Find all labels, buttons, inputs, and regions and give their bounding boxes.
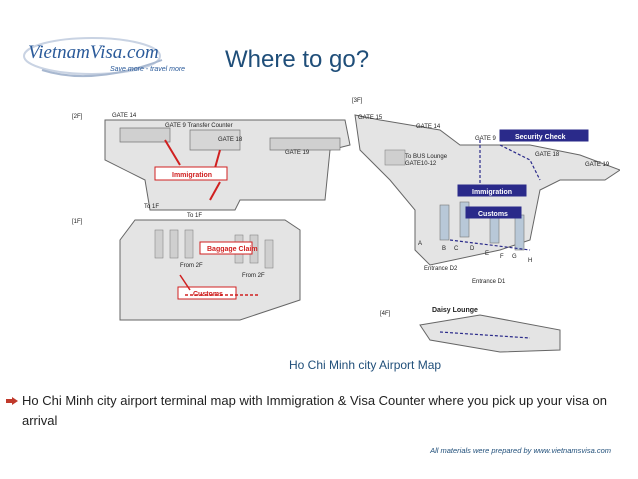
map-caption: Ho Chi Minh city Airport Map	[289, 358, 442, 372]
right-floor-3f-label: [3F]	[352, 98, 363, 104]
left-gate-19-label: GATE 19	[285, 150, 310, 156]
right-gate-18-label: GATE 18	[535, 152, 560, 158]
slide-title: Where to go?	[225, 46, 370, 73]
right-gate-9-label: GATE 9	[475, 136, 496, 142]
vietnamvisa-logo	[22, 30, 186, 85]
left-gate-9-transfer-label: GATE 9 Transfer Counter	[165, 123, 233, 129]
credit-text: All materials were prepared by www.vietnamsvisa.com	[430, 446, 611, 455]
gate-a-label: A	[418, 241, 423, 247]
right-4f-floorplan	[420, 315, 560, 352]
baggage-claim-label: Baggage Claim	[207, 246, 258, 253]
description-text: Ho Chi Minh city airport terminal map with Immigration & Visa Counter where you pick up your visa on arrival	[22, 393, 607, 428]
left-immigration-label: Immigration	[172, 172, 213, 179]
left-to-1f-label-a: To 1F	[144, 204, 160, 210]
entrance-d2-label: Entrance D2	[424, 266, 458, 272]
airport-terminal-map	[60, 90, 620, 360]
from-2f-label-b: From 2F	[242, 273, 265, 279]
to-bus-lounge-label: To BUS Lounge	[405, 154, 448, 160]
gate-f-label: F	[500, 254, 504, 260]
gate-b-label: B	[442, 246, 447, 252]
left-to-1f-label-b: To 1F	[187, 213, 203, 219]
right-gate-19-label: GATE 19	[585, 162, 610, 168]
gate-10-12-label: GATE10-12	[405, 161, 437, 167]
customs-1f-label: Customs	[193, 291, 223, 298]
customs-3f-label: Customs	[478, 211, 508, 218]
right-floor-4f-label: [4F]	[380, 311, 391, 317]
from-2f-label-a: From 2F	[180, 263, 203, 269]
right-gate-15-label: GATE 15	[358, 115, 383, 121]
logo-text: VietnamVisa.com	[28, 42, 159, 63]
security-check-label: Security Check	[515, 134, 566, 141]
gate-g-label: G	[512, 254, 517, 260]
left-1f-floorplan	[60, 220, 310, 320]
gate-e-label: E	[485, 251, 490, 257]
gate-c-label: C	[454, 246, 459, 252]
immigration-3f-label: Immigration	[472, 189, 513, 196]
left-gate-14-label: GATE 14	[112, 113, 137, 119]
left-floor-1f-label: [1F]	[72, 219, 83, 225]
left-floor-2f-label: [2F]	[72, 114, 83, 120]
entrance-d1-label: Entrance D1	[472, 279, 506, 285]
daisy-lounge-label: Daisy Lounge	[432, 307, 478, 314]
gate-d-label: D	[470, 246, 475, 252]
gate-h-label: H	[528, 258, 533, 264]
left-gate-18-label: GATE 18	[218, 137, 243, 143]
right-gate-14-label: GATE 14	[416, 124, 441, 130]
logo-tagline: Save more - travel more	[110, 66, 186, 73]
left-2f-floorplan	[105, 120, 350, 210]
arrow-bullet-icon	[6, 397, 18, 405]
